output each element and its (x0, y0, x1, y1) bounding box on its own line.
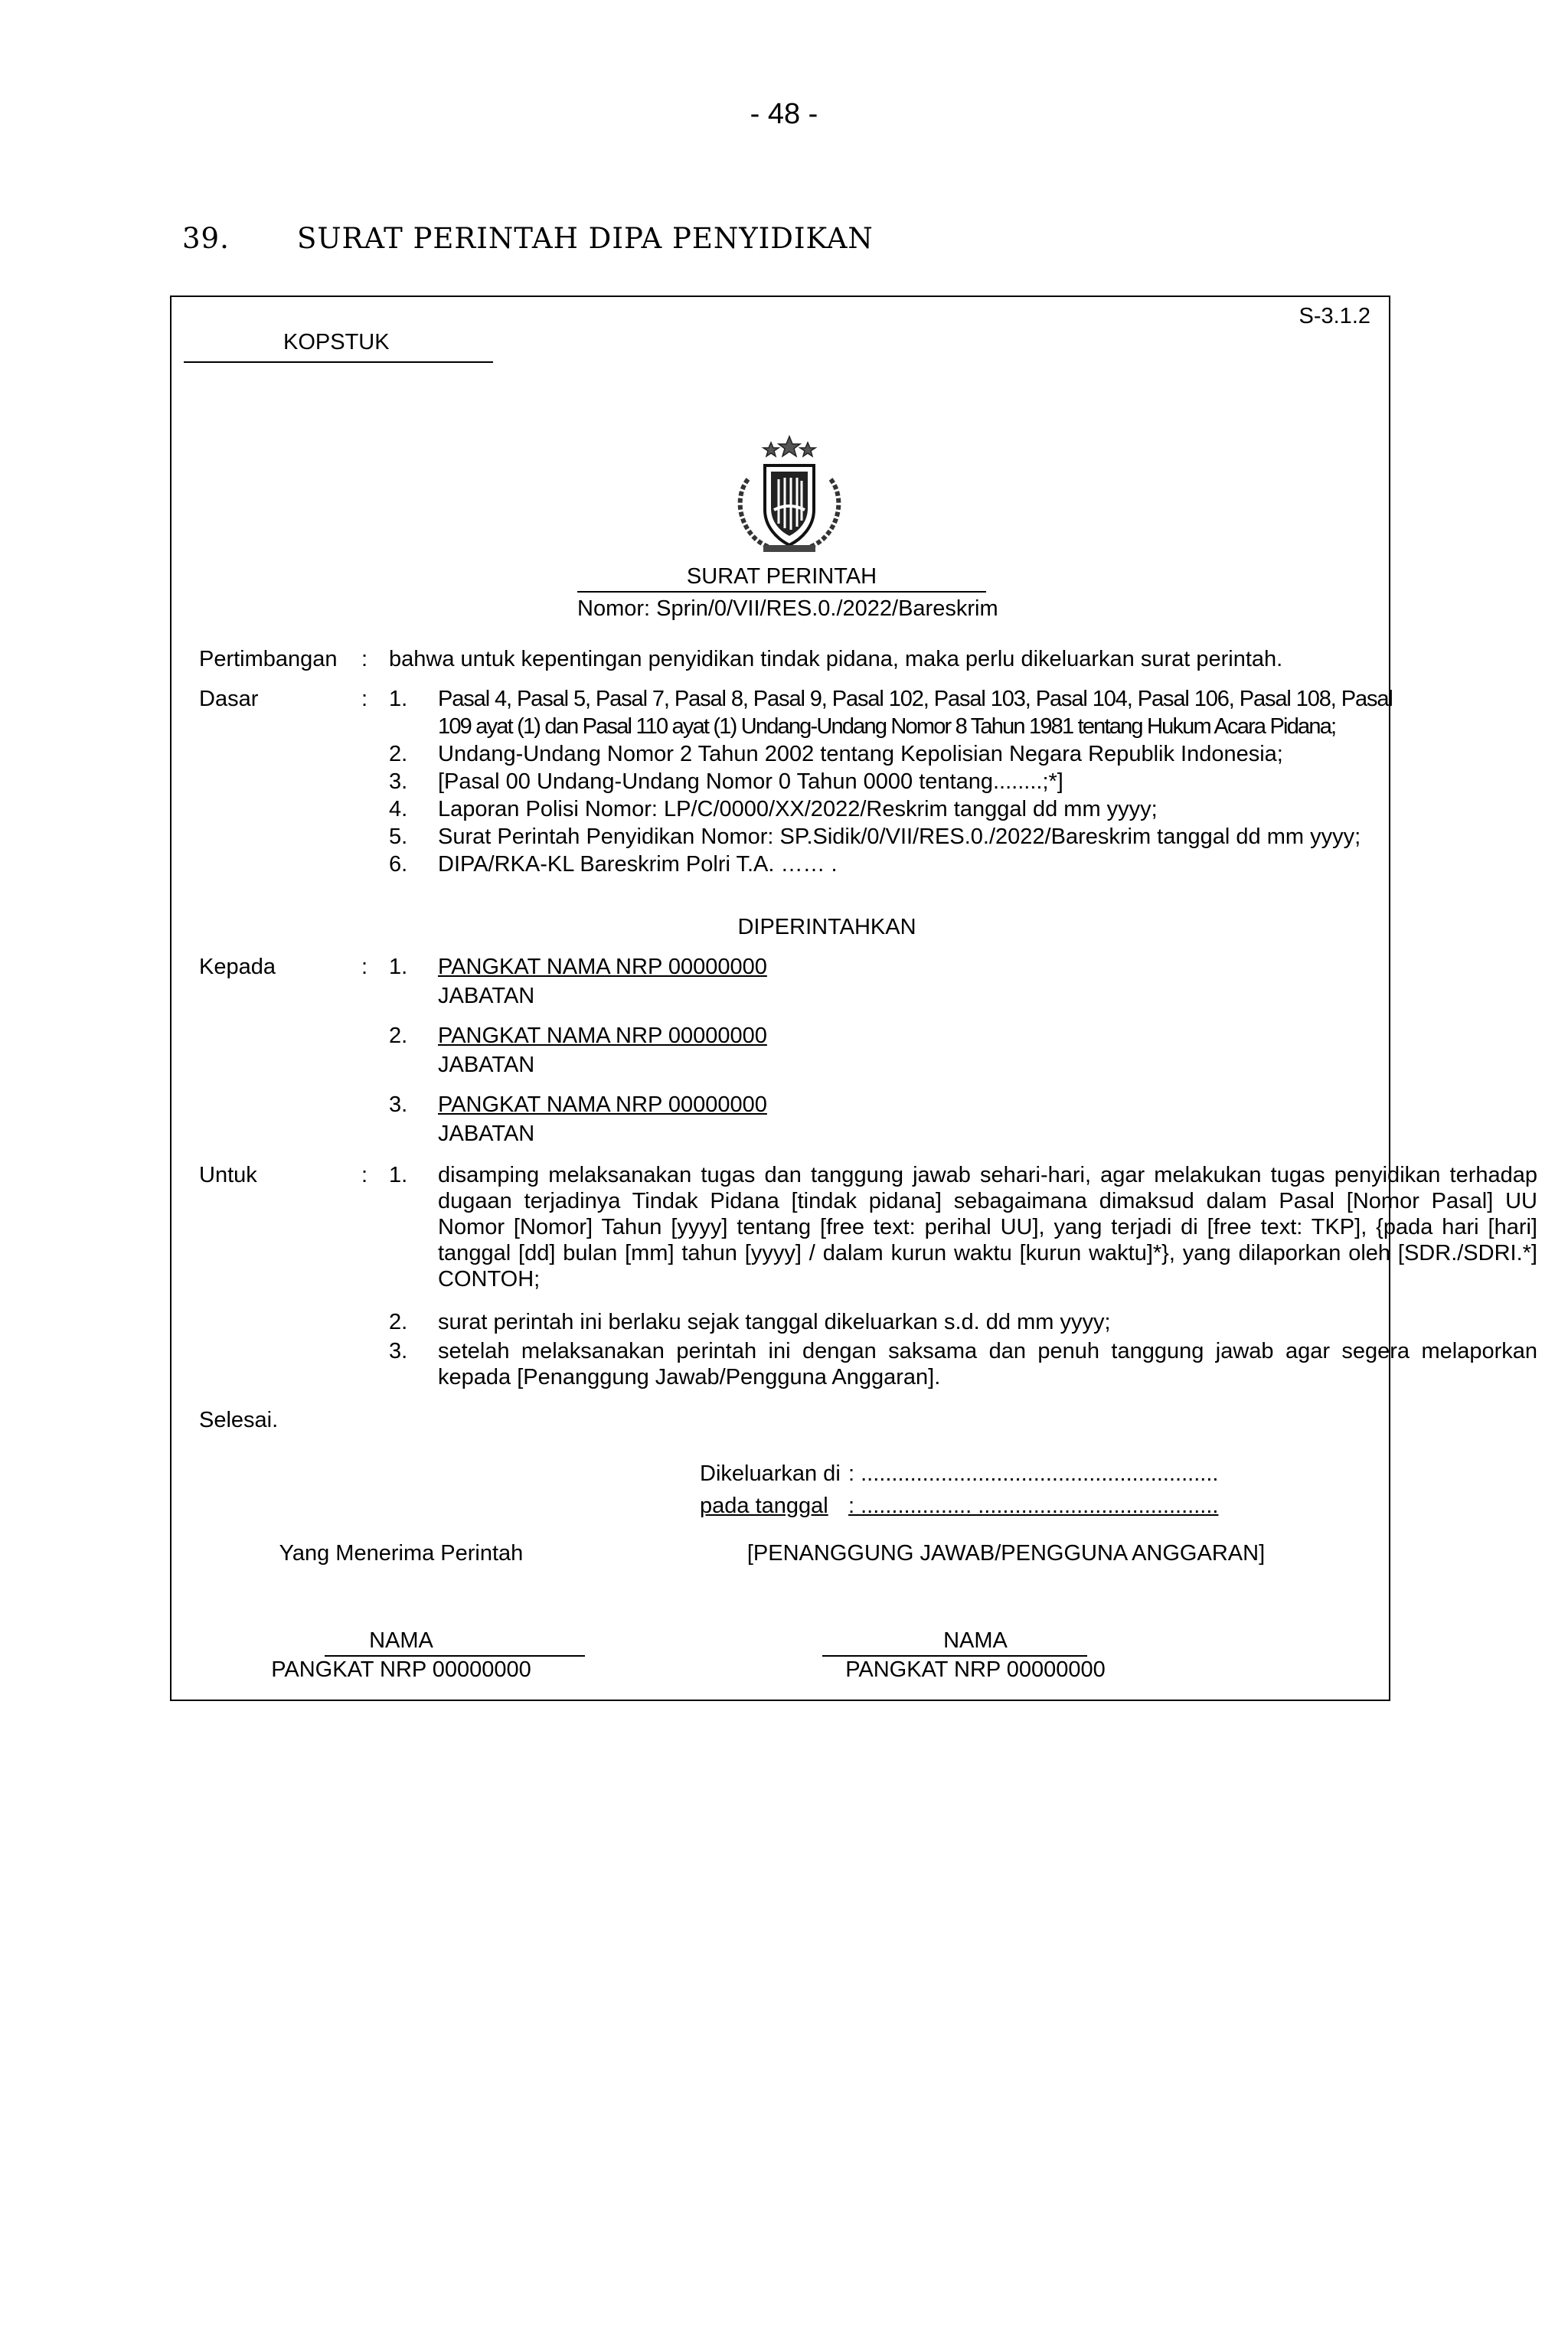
dasar-item-number: 3. (389, 769, 408, 794)
dasar-item-number: 2. (389, 742, 408, 766)
kopstuk-underline (184, 361, 493, 363)
dasar-item-text: [Pasal 00 Undang-Undang Nomor 0 Tahun 0000 tentang........;*] (438, 769, 1063, 794)
pertimbangan-text: bahwa untuk kepentingan penyidikan tindak pidana, maka perlu dikeluarkan surat perintah. (389, 647, 1283, 671)
page-number: - 48 - (750, 98, 818, 130)
dasar-item-number: 6. (389, 852, 408, 877)
section-title: SURAT PERINTAH DIPA PENYIDIKAN (297, 222, 874, 255)
kepada-item-name: PANGKAT NAMA NRP 00000000 (438, 1024, 767, 1048)
untuk-label: Untuk (199, 1163, 257, 1187)
form-frame (170, 296, 1537, 1701)
dikeluarkan-value: : .......................................................... (848, 1461, 1219, 1486)
police-emblem-icon (720, 433, 858, 556)
pertimbangan-colon: : (361, 647, 368, 671)
dasar-item-text: Surat Perintah Penyidikan Nomor: SP.Sidik/0/VII/RES.0./2022/Bareskrim tanggal dd mm yyyy; (438, 825, 1361, 849)
dasar-item-text: Laporan Polisi Nomor: LP/C/0000/XX/2022/Reskrim tanggal dd mm yyyy; (438, 797, 1158, 821)
letter-title: SURAT PERINTAH (577, 563, 986, 593)
dasar-item-text: DIPA/RKA-KL Bareskrim Polri T.A. …… . (438, 852, 838, 877)
dasar-item-text: Undang-Undang Nomor 2 Tahun 2002 tentang Kepolisian Negara Republik Indonesia; (438, 742, 1283, 766)
section-number: 39. (182, 222, 230, 255)
form-code: S-3.1.2 (1298, 304, 1370, 328)
pertimbangan-label: Pertimbangan (199, 647, 338, 671)
kopstuk-label: KOPSTUK (283, 330, 390, 354)
tanggal-label: pada tanggal (700, 1494, 828, 1518)
untuk-item-text: setelah melaksanakan perintah ini dengan saksama dan penuh tanggung jawab agar segera melaporkan kepada [Penanggung Jawab/Pengguna Anggaran]. (438, 1339, 1537, 1389)
kepada-label: Kepada (199, 955, 276, 979)
tanggal-value: : .................. ....................................... (848, 1494, 1219, 1518)
right-signatory-rank: PANGKAT NRP 00000000 (845, 1657, 1106, 1682)
kepada-item-number: 3. (389, 1092, 408, 1117)
dikeluarkan-label: Dikeluarkan di (700, 1461, 841, 1486)
untuk-colon: : (361, 1163, 368, 1187)
dasar-item-text: Pasal 4, Pasal 5, Pasal 7, Pasal 8, Pasal 9, Pasal 102, Pasal 103, Pasal 104, Pasal 106, Pasal 108, Pasal (438, 687, 1393, 711)
left-signatory-name: NAMA (369, 1628, 433, 1653)
kepada-item-number: 1. (389, 955, 408, 979)
left-signatory-rank: PANGKAT NRP 00000000 (271, 1657, 531, 1682)
untuk-item-text: surat perintah ini berlaku sejak tanggal dikeluarkan s.d. dd mm yyyy; (438, 1310, 1111, 1334)
kepada-item-name: PANGKAT NAMA NRP 00000000 (438, 1092, 767, 1117)
dasar-item-text-continued: 109 ayat (1) dan Pasal 110 ayat (1) Undang-Undang Nomor 8 Tahun 1981 tentang Hukum Acara Pidana; (438, 714, 1336, 739)
dasar-item-number: 4. (389, 797, 408, 821)
kepada-item-jabatan: JABATAN (438, 1053, 535, 1077)
letter-title-block (577, 563, 986, 593)
untuk-item-text: disamping melaksanakan tugas dan tanggung jawab sehari-hari, agar melakukan tugas penyidikan terhadap dugaan terjadinya Tindak Pidana [tindak pidana] sebagaimana dimaksud dalam Pasal [Nomor Pasal] UU Nomor [Nomor] Tahun [yyyy] tentang [free text: perihal UU], yang terjadi di [free text: TKP], {pada hari [hari] tanggal [dd] bulan [mm] tahun [yyyy] / dalam kurun waktu [kurun waktu]*}, yang dilaporkan oleh [SDR./SDRI.*] CONTOH; (438, 1163, 1537, 1291)
dasar-colon: : (361, 687, 368, 711)
kepada-item-jabatan: JABATAN (438, 984, 535, 1008)
dasar-item-number: 5. (389, 825, 408, 849)
untuk-item-number: 1. (389, 1163, 408, 1187)
dasar-label: Dasar (199, 687, 259, 711)
untuk-item-number: 3. (389, 1339, 408, 1363)
right-signatory-role: [PENANGGUNG JAWAB/PENGGUNA ANGGARAN] (746, 1541, 1266, 1566)
diperintahkan-heading: DIPERINTAHKAN (737, 915, 916, 939)
kepada-item-jabatan: JABATAN (438, 1122, 535, 1146)
dasar-item-number: 1. (389, 687, 408, 711)
left-signatory-role: Yang Menerima Perintah (279, 1541, 524, 1566)
kepada-colon: : (361, 955, 368, 979)
kepada-item-name: PANGKAT NAMA NRP 00000000 (438, 955, 767, 979)
letter-number: Nomor: Sprin/0/VII/RES.0./2022/Bareskrim (577, 596, 998, 621)
section-heading (182, 222, 874, 255)
selesai-label: Selesai. (199, 1408, 279, 1432)
right-signatory-name: NAMA (943, 1628, 1008, 1653)
untuk-item-number: 2. (389, 1310, 408, 1334)
kepada-item-number: 2. (389, 1024, 408, 1048)
